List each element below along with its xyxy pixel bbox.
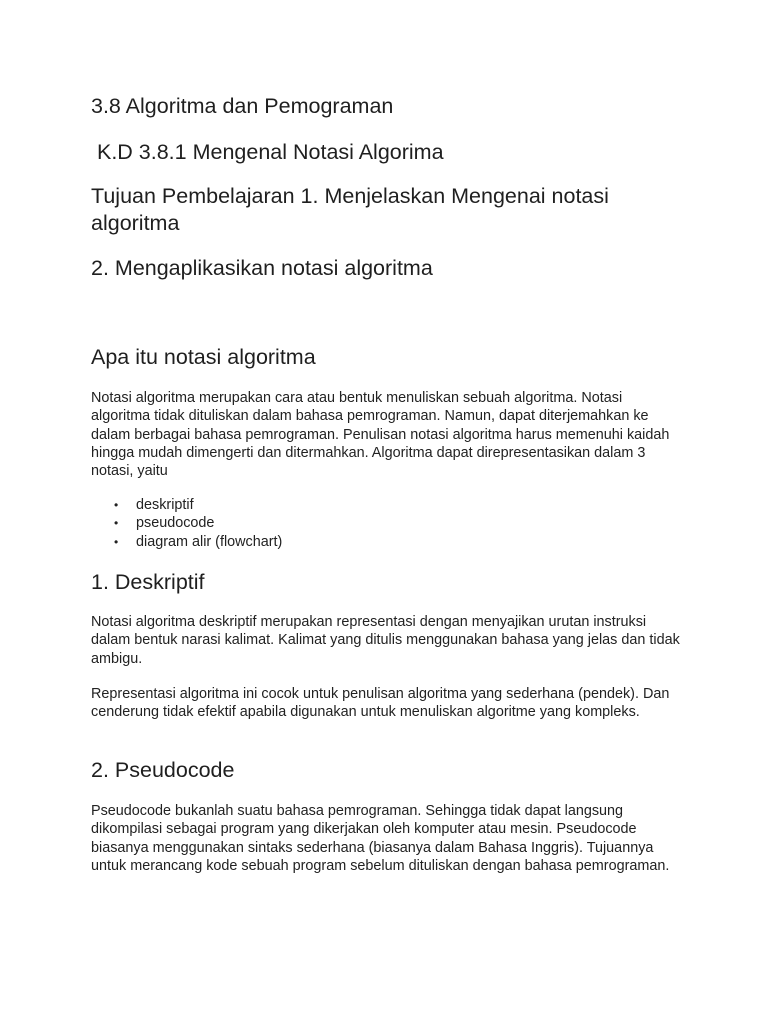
deskriptif-paragraph-2: Representasi algoritma ini cocok untuk penulisan algoritma yang sederhana (pendek). Dan cenderung tidak efektif apabila digunakan untuk menuliskan algoritme yang kompleks. — [91, 686, 670, 721]
list-item-label: deskriptif — [136, 497, 194, 513]
document-title: 3.8 Algoritma dan Pemograman — [91, 94, 394, 118]
list-item-label: diagram alir (flowchart) — [136, 533, 283, 550]
bullet-icon: • — [114, 516, 119, 531]
list-item — [91, 514, 651, 532]
apa-itu-heading: Apa itu notasi algoritma — [91, 345, 316, 369]
tujuan-item-2: 2. Mengaplikasikan notasi algoritma — [91, 256, 433, 280]
pseudocode-heading: 2. Pseudocode — [91, 758, 235, 782]
tujuan-heading: Tujuan Pembelajaran 1. Menjelaskan Mengenai notasi algoritma — [91, 184, 609, 235]
pseudocode-paragraph: Pseudocode bukanlah suatu bahasa pemrograman. Sehingga tidak dapat langsung dikompilasi sebagai program yang dikerjakan oleh komputer atau mesin. Pseudocode biasanya menggunakan sintaks sederhana (biasanya dalam Bahasa Inggris). Tujuannya untuk merancang kode sebuah program sebelum dituliskan dengan bahasa pemrograman. — [91, 803, 670, 874]
notasi-list — [91, 496, 651, 551]
list-item-label: pseudocode — [136, 515, 215, 532]
deskriptif-heading: 1. Deskriptif — [91, 570, 205, 594]
bullet-icon: • — [114, 498, 119, 512]
list-item — [91, 533, 651, 551]
apa-itu-paragraph: Notasi algoritma merupakan cara atau bentuk menuliskan sebuah algoritma. Notasi algoritma tidak dituliskan dalam bahasa pemrograman. Namun, dapat diterjemahkan ke dalam berbagai bahasa pemrograman. Penulisan notasi algoritma harus memenuhi kaidah hingga mudah dimengerti dan ditermahkan. Algoritma dapat direpresentasikan dalam 3 notasi, yaitu — [91, 390, 670, 480]
bullet-icon: • — [114, 534, 119, 549]
deskriptif-paragraph-1: Notasi algoritma deskriptif merupakan representasi dengan menyajikan urutan instruksi dalam bentuk narasi kalimat. Kalimat yang ditulis menggunakan bahasa yang jelas dan tidak ambigu. — [91, 614, 680, 667]
list-item — [91, 496, 651, 514]
kd-heading: K.D 3.8.1 Mengenal Notasi Algorima — [91, 140, 444, 164]
